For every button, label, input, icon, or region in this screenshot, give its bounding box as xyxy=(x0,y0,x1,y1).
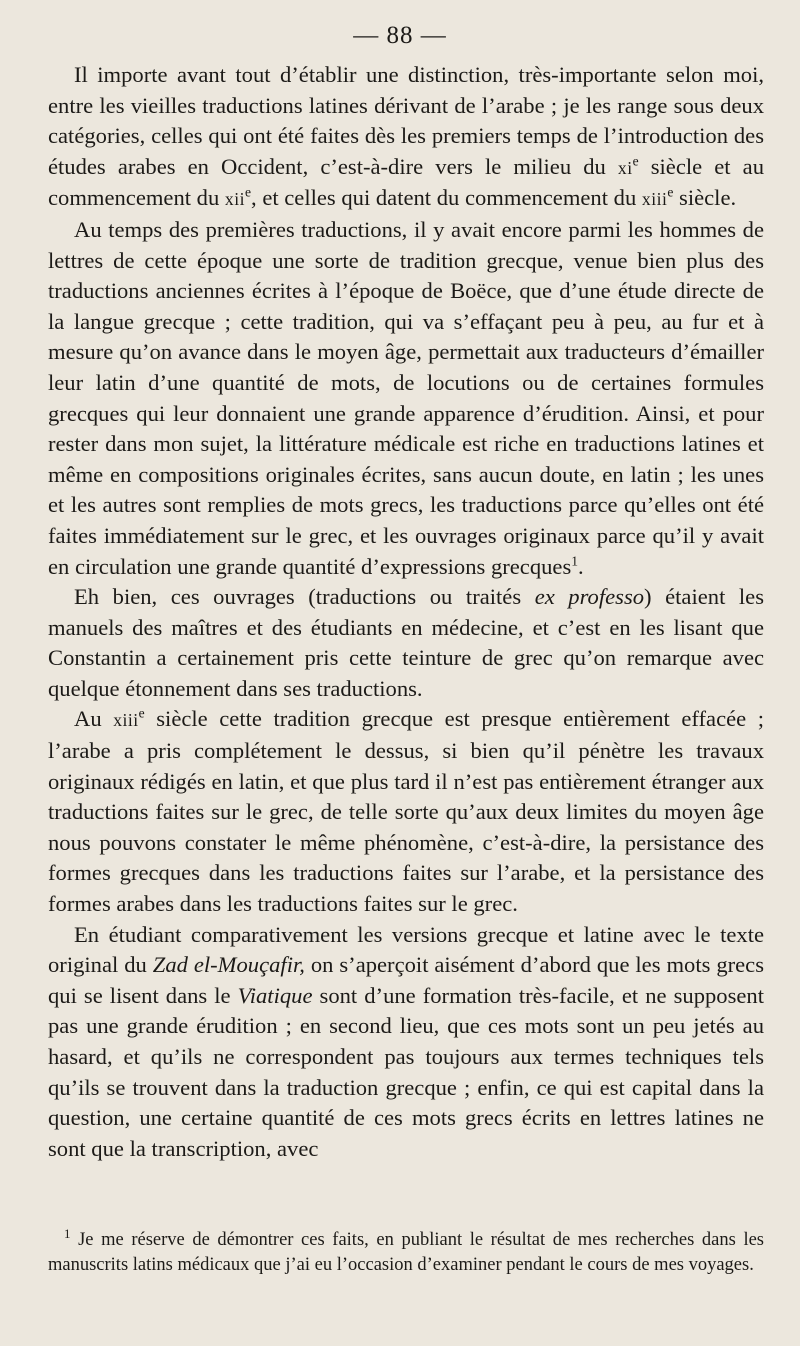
text-run: siècle et au commencement du xyxy=(48,153,764,211)
paragraph-comparaison xyxy=(48,920,764,1165)
text-run: Eh bien, ces ouvrages (traductions ou traités xyxy=(74,584,535,610)
roman-numeral: xii xyxy=(224,189,246,210)
superscript: e xyxy=(632,153,639,169)
superscript: e xyxy=(138,705,145,721)
roman-numeral: xiii xyxy=(641,189,668,210)
page-number: — 88 — xyxy=(353,22,447,49)
superscript: e xyxy=(667,184,674,200)
italic-title: Viatique xyxy=(237,982,313,1008)
italic-title: Zad el-Mouçafir, xyxy=(152,952,305,978)
italic-phrase: ex professo xyxy=(534,584,645,610)
paragraph-manuels xyxy=(48,582,764,704)
footnote xyxy=(48,1225,764,1278)
footnote-marker: 1 xyxy=(64,1225,71,1241)
paragraph-tradition xyxy=(48,215,764,582)
text-run: on s’aperçoit aisément d’abord que les mots grecs qui se lisent dans le xyxy=(48,952,764,1008)
text-run: Au xyxy=(74,706,114,732)
text-run: Au temps des premières traductions, il y avait encore parmi les hommes de lettres de cette époque une sorte de tradition grecque, venue bien plus des traductions anciennes écrites à l’époque de Boëce, que d’une étude directe de la langue grecque ; cette tradition, qui va s’effaçant peu à peu, au fur et à mesure qu’on avance dans le moyen âge, permettait aux traducteurs d’émailler leur latin d’une quantité de mots, de locutions ou de certaines formules grecques qui leur donnaient une grande apparence d’érudition. Ainsi, et pour rester dans mon sujet, la littérature médicale est riche en traductions latines et même en compositions originales écrites, sans aucun doute, en latin ; les unes et les autres sont remplies de mots grecs, les traductions parce qu’elles ont été faites immédiatement sur le grec, et les ouvrages originaux parce qu’il y avait en circulation une grande quantité d’expressions grecques xyxy=(48,216,764,579)
text-run: En étudiant comparativement les versions grecque et latine avec le texte original du xyxy=(48,921,764,978)
text-run: siècle cette tradition grecque est presque entièrement effacée ; l’arabe a pris complétement le dessus, si bien qu’il pénètre les travaux originaux rédigés en latin, et que plus tard il n’est pas entièrement étranger aux traductions faites sur le grec, de telle sorte qu’aux deux limites du moyen âge nous pouvons constater le même phénomène, c’est-à-dire, la persistance des formes grecques dans les traductions faites sur l’arabe, et la persistance des formes arabes dans les traductions faites sur le grec. xyxy=(48,706,764,917)
main-text xyxy=(48,60,764,1164)
roman-numeral: xi xyxy=(617,157,633,178)
text-run: sont d’une formation très-facile, et ne supposent pas une grande érudition ; en second lieu, que ces mots sont un peu jetés au hasard, et qu’ils ne correspondent pas toujours aux termes techniques tels qu’ils se trouvent dans la traduction grecque ; enfin, ce qui est capital dans la question, une certaine quantité de ces mots grecs écrits en lettres latines ne sont que la transcription, avec xyxy=(48,982,764,1161)
text-run: . xyxy=(578,553,584,579)
text-run: Il importe avant tout d’établir une distinction, très-importante selon moi, entre les vieilles traductions latines dérivant de l’arabe ; je les range sous deux catégories, celles qui ont été faites dès les premiers temps de l’introduction des études arabes en Occident, c’est-à-dire vers le milieu du xyxy=(48,62,764,179)
footnote-reference: 1 xyxy=(571,552,579,568)
text-run: siècle. xyxy=(673,185,737,211)
footnote-text: Je me réserve de démontrer ces faits, en publiant le résultat de mes recherches dans les manuscrits latins médicaux que j’ai eu l’occasion d’examiner pendant le cours de mes voyages. xyxy=(48,1230,764,1275)
text-run: ) étaient les manuels des maîtres et des étudiants en médecine, et c’est en les lisant que Constantin a certainement pris cette teinture de grec qu’on remarque avec quelque étonnement dans ses traductions. xyxy=(48,584,764,701)
superscript: e xyxy=(245,184,252,200)
roman-numeral: xiii xyxy=(113,710,139,731)
paragraph-xiii-siecle xyxy=(48,704,764,919)
paragraph-distinction xyxy=(48,60,764,215)
text-run: , et celles qui datent du commencement du xyxy=(251,185,642,211)
